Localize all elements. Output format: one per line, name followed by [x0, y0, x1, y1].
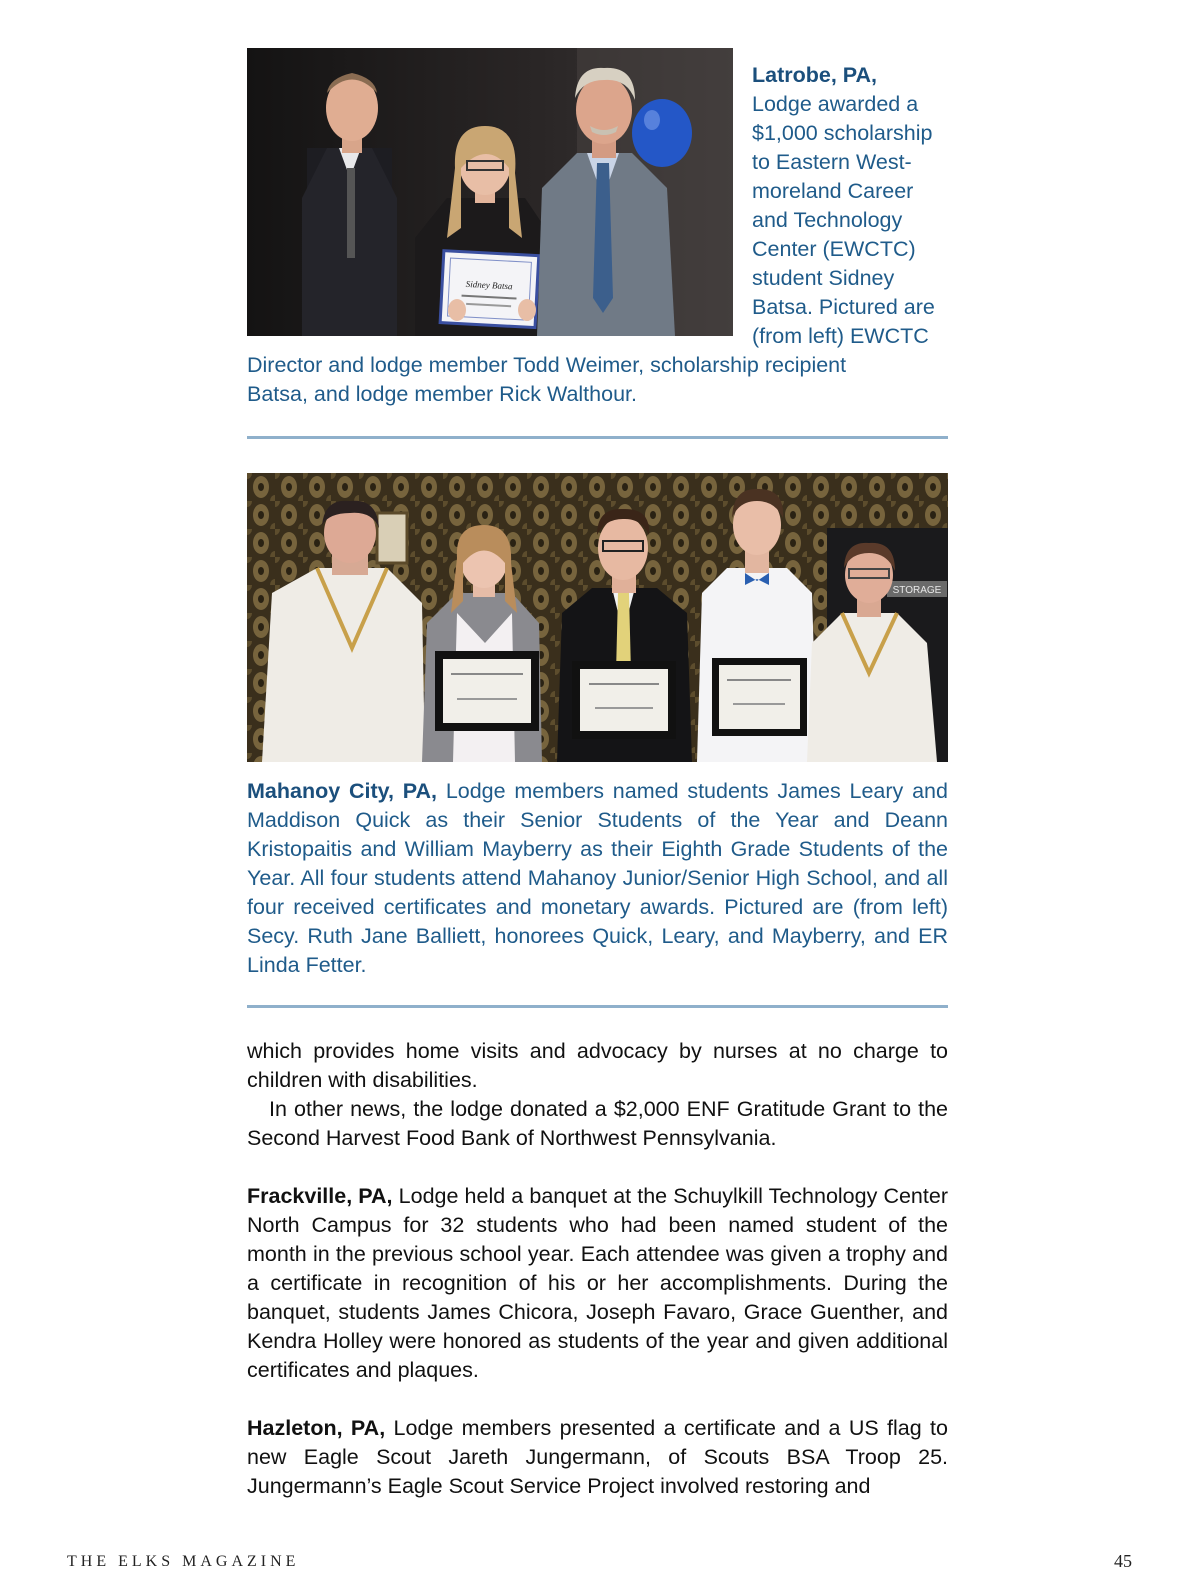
- door-sign: STORAGE: [892, 585, 942, 596]
- latrobe-line: to Eastern West-: [752, 150, 912, 174]
- latrobe-line: moreland Career: [752, 179, 914, 203]
- hazleton-place: Hazleton, PA,: [247, 1416, 386, 1440]
- section-divider: [247, 1005, 948, 1008]
- latrobe-caption-side: [752, 61, 952, 351]
- latrobe-line: Center (EWCTC): [752, 237, 916, 261]
- latrobe-caption-bottom: [247, 351, 948, 409]
- latrobe-line: Batsa, and lodge member Rick Walthour.: [247, 382, 637, 406]
- mahanoy-photo: [247, 473, 948, 762]
- frackville-place: Frackville, PA,: [247, 1184, 393, 1208]
- latrobe-photo-illustration: [247, 48, 733, 336]
- mahanoy-place: Mahanoy City, PA,: [247, 779, 438, 803]
- latrobe-line: Lodge awarded a: [752, 92, 919, 116]
- latrobe-line: $1,000 scholarship: [752, 121, 933, 145]
- latrobe-line: and Technology: [752, 208, 903, 232]
- latrobe-place: Latrobe, PA,: [752, 63, 878, 87]
- balloon: [632, 99, 692, 167]
- hazleton-text: Lodge members presented a certificate and a US flag to new Eagle Scout Jareth Jungermann, of Scouts BSA Troop 25. Jungermann’s Eagle Scout Service Project involved restoring and: [247, 1416, 948, 1498]
- paragraph: which provides home visits and advocacy by nurses at no charge to children with disabilities.: [247, 1039, 948, 1092]
- page-number: 45: [1114, 1551, 1132, 1571]
- frackville-text: Lodge held a banquet at the Schuylkill Technology Center North Campus for 32 students who had been named student of the month in the previous school year. Each attendee was given a trophy and a certificate in recognition of his or her accomplishments. During the banquet, students James Chicora, Joseph Favaro, Grace Guenther, and Kendra Holley were honored as students of the year and given additional certificates and plaques.: [247, 1184, 948, 1382]
- latrobe-line: (from left) EWCTC: [752, 324, 929, 348]
- mahanoy-text: Lodge members named students James Leary and Maddison Quick as their Senior Students of the Year and Deann Kristopaitis and William Mayberry as their Eighth Grade Students of the Year. All four students attend Mahanoy Junior/Senior High School, and all four received certificates and monetary awards. Pictured are (from left) Secy. Ruth Jane Balliett, honorees Quick, Leary, and Mayberry, and ER Linda Fetter.: [247, 779, 948, 977]
- latrobe-line: student Sidney: [752, 266, 895, 290]
- latrobe-line: Batsa. Pictured are: [752, 295, 935, 319]
- hazleton-article: [247, 1414, 948, 1501]
- frackville-article: [247, 1182, 948, 1385]
- mahanoy-photo-illustration: [247, 473, 948, 762]
- continued-article: [247, 1037, 948, 1153]
- paragraph: In other news, the lodge donated a $2,000 ENF Gratitude Grant to the Second Harvest Food Bank of Northwest Pennsylvania.: [247, 1097, 948, 1150]
- section-divider: [247, 436, 948, 439]
- latrobe-line: Director and lodge member Todd Weimer, scholarship recipient: [247, 353, 847, 377]
- mahanoy-caption: [247, 777, 948, 980]
- person-3-head: [598, 516, 648, 580]
- latrobe-photo: [247, 48, 733, 336]
- certificate-name: Sidney Batsa: [465, 278, 513, 292]
- magazine-name: THE ELKS MAGAZINE: [67, 1553, 300, 1570]
